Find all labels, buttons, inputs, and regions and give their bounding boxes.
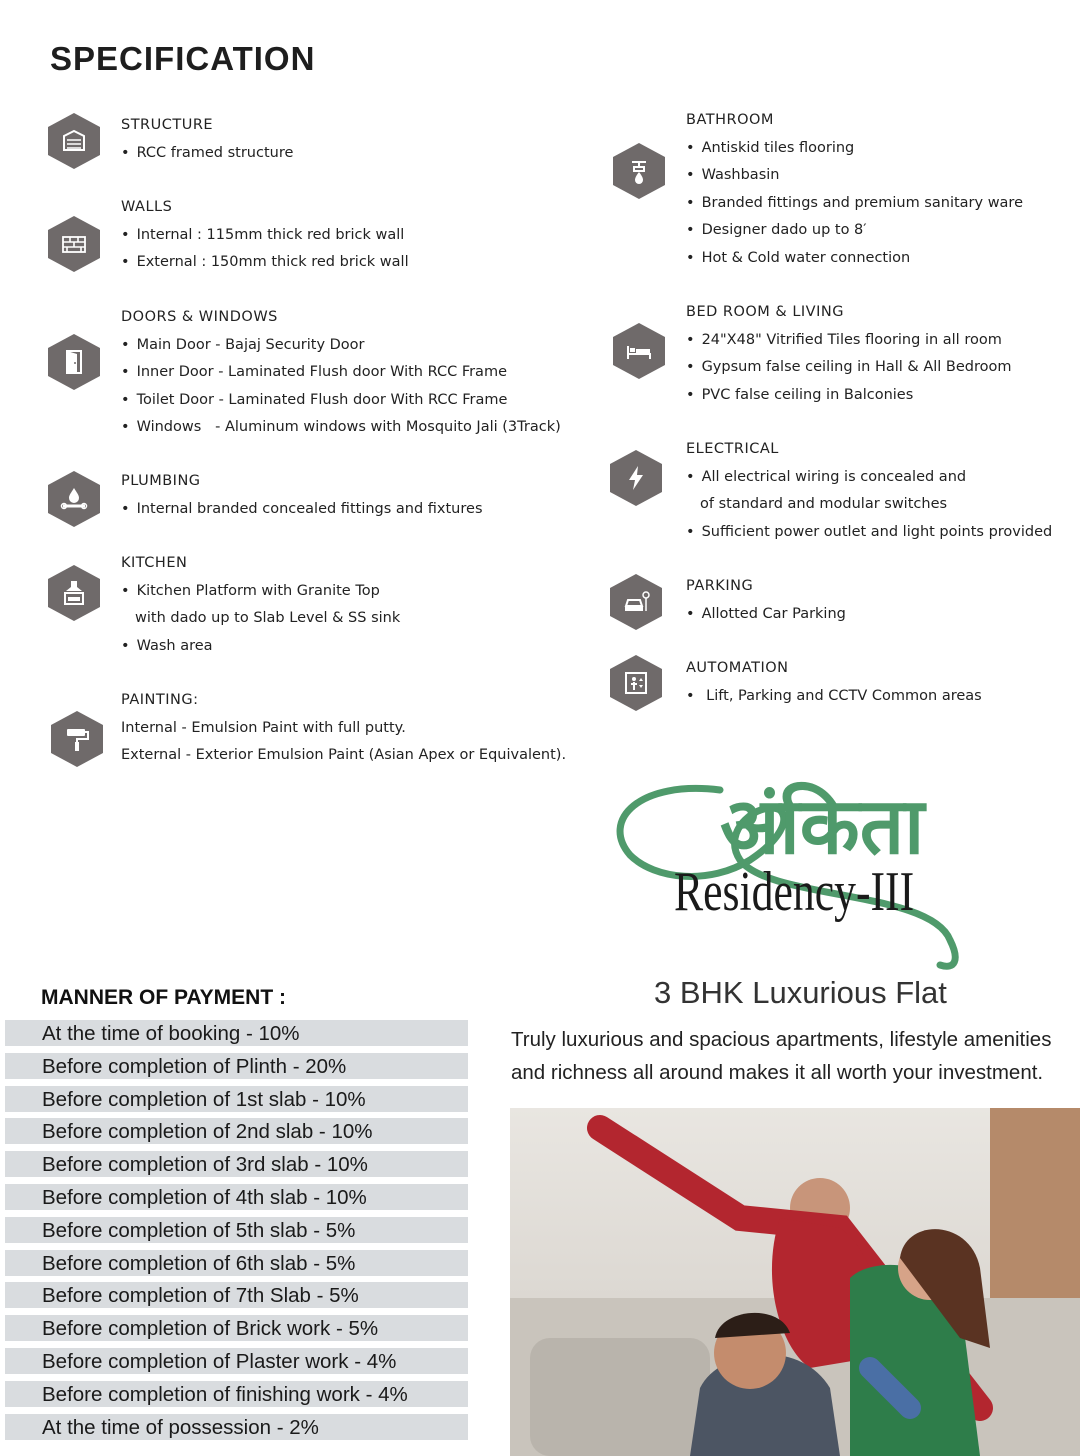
structure-icon bbox=[48, 113, 100, 169]
description bbox=[511, 1023, 1080, 1089]
spec-doors-windows bbox=[121, 309, 561, 442]
spec-line: • Gypsum false ceiling in Hall & All Bedroom bbox=[686, 354, 1012, 381]
spec-line: • Allotted Car Parking bbox=[686, 601, 846, 628]
spec-plumbing bbox=[121, 473, 483, 523]
spec-line: with dado up to Slab Level & SS sink bbox=[135, 610, 401, 627]
spec-heading: DOORS & WINDOWS bbox=[121, 309, 278, 325]
spec-heading: ELECTRICAL bbox=[686, 441, 779, 457]
spec-automation bbox=[686, 660, 982, 710]
spec-line: • Sufficient power outlet and light points provided bbox=[686, 519, 1052, 546]
spec-electrical bbox=[686, 441, 1052, 546]
lightning-icon bbox=[610, 450, 662, 506]
spec-parking bbox=[686, 578, 846, 628]
spec-line: • Internal branded concealed fittings and fixtures bbox=[121, 496, 483, 523]
spec-line: • Washbasin bbox=[686, 162, 1023, 189]
payment-row: Before completion of 7th Slab - 5% bbox=[5, 1282, 468, 1308]
family-photo-illustration bbox=[510, 1108, 1080, 1456]
residency-logo bbox=[600, 760, 980, 980]
spec-line: • Branded fittings and premium sanitary ware bbox=[686, 190, 1023, 217]
spec-line: of standard and modular switches bbox=[700, 496, 948, 513]
spec-line: Internal - Emulsion Paint with full putty. bbox=[121, 720, 406, 736]
logo-hindi-text: अंकिता bbox=[720, 781, 925, 872]
payment-row: At the time of booking - 10% bbox=[5, 1020, 468, 1046]
spec-line: • Designer dado up to 8′ bbox=[686, 217, 1023, 244]
spec-heading: STRUCTURE bbox=[121, 117, 214, 133]
spec-heading: WALLS bbox=[121, 199, 173, 215]
payment-row: Before completion of 6th slab - 5% bbox=[5, 1250, 468, 1276]
door-icon bbox=[48, 334, 100, 390]
spec-heading: BED ROOM & LIVING bbox=[686, 304, 844, 320]
kitchen-icon bbox=[48, 565, 100, 621]
spec-walls bbox=[121, 199, 409, 277]
spec-structure bbox=[121, 117, 293, 167]
payment-row: Before completion of Brick work - 5% bbox=[5, 1315, 468, 1341]
payment-row: At the time of possession - 2% bbox=[5, 1414, 468, 1440]
spec-line: • Kitchen Platform with Granite Top bbox=[121, 578, 400, 605]
spec-line: • 24"X48" Vitrified Tiles flooring in all room bbox=[686, 327, 1012, 354]
spec-heading: AUTOMATION bbox=[686, 660, 789, 676]
payment-row: Before completion of 1st slab - 10% bbox=[5, 1086, 468, 1112]
spec-bedroom-living bbox=[686, 304, 1012, 409]
spec-line: • Lift, Parking and CCTV Common areas bbox=[686, 683, 982, 710]
spec-line: • Hot & Cold water connection bbox=[686, 245, 1023, 272]
spec-line: • Toilet Door - Laminated Flush door With RCC Frame bbox=[121, 387, 561, 414]
family-photo bbox=[510, 1108, 1080, 1456]
spec-line: • All electrical wiring is concealed and bbox=[686, 464, 1052, 491]
spec-line: • PVC false ceiling in Balconies bbox=[686, 382, 1012, 409]
spec-heading: BATHROOM bbox=[686, 112, 774, 128]
spec-line: • Main Door - Bajaj Security Door bbox=[121, 332, 561, 359]
bed-icon bbox=[613, 323, 665, 379]
spec-heading: PLUMBING bbox=[121, 473, 201, 489]
description-line: and richness all around makes it all worth your investment. bbox=[511, 1061, 1044, 1084]
payment-row: Before completion of 5th slab - 5% bbox=[5, 1217, 468, 1243]
payment-row: Before completion of finishing work - 4% bbox=[5, 1381, 468, 1407]
payment-row: Before completion of 3rd slab - 10% bbox=[5, 1151, 468, 1177]
spec-kitchen bbox=[121, 555, 400, 660]
spec-line: • Internal : 115mm thick red brick wall bbox=[121, 222, 409, 249]
payment-row: Before completion of Plinth - 20% bbox=[5, 1053, 468, 1079]
car-icon bbox=[610, 574, 662, 630]
spec-line: • Windows - Aluminum windows with Mosquito Jali (3Track) bbox=[121, 414, 561, 441]
spec-line: • Wash area bbox=[121, 633, 400, 660]
faucet-icon bbox=[613, 143, 665, 199]
spec-bathroom bbox=[686, 112, 1023, 272]
logo-name-text: Residency-III bbox=[674, 861, 915, 923]
spec-line: External - Exterior Emulsion Paint (Asian Apex or Equivalent). bbox=[121, 747, 567, 764]
spec-line: • External : 150mm thick red brick wall bbox=[121, 249, 409, 276]
spec-heading: PARKING bbox=[686, 578, 754, 594]
payment-row: Before completion of 2nd slab - 10% bbox=[5, 1118, 468, 1144]
spec-heading: PAINTING: bbox=[121, 692, 199, 708]
payment-table bbox=[5, 1020, 468, 1446]
description-line: Truly luxurious and spacious apartments, lifestyle amenities bbox=[511, 1028, 1052, 1051]
page-title: SPECIFICATION bbox=[50, 40, 316, 77]
paint-roller-icon bbox=[51, 711, 103, 767]
payment-row: Before completion of Plaster work - 4% bbox=[5, 1348, 468, 1374]
spec-heading: KITCHEN bbox=[121, 555, 188, 571]
plumbing-icon bbox=[48, 471, 100, 527]
spec-line: • Antiskid tiles flooring bbox=[686, 135, 1023, 162]
elevator-icon bbox=[610, 655, 662, 711]
payment-row: Before completion of 4th slab - 10% bbox=[5, 1184, 468, 1210]
spec-painting bbox=[121, 692, 566, 770]
brick-wall-icon bbox=[48, 216, 100, 272]
payment-title: MANNER OF PAYMENT : bbox=[41, 986, 287, 1009]
spec-line: • Inner Door - Laminated Flush door With RCC Frame bbox=[121, 359, 561, 386]
tagline: 3 BHK Luxurious Flat bbox=[654, 975, 947, 1010]
spec-line: • RCC framed structure bbox=[121, 140, 293, 167]
